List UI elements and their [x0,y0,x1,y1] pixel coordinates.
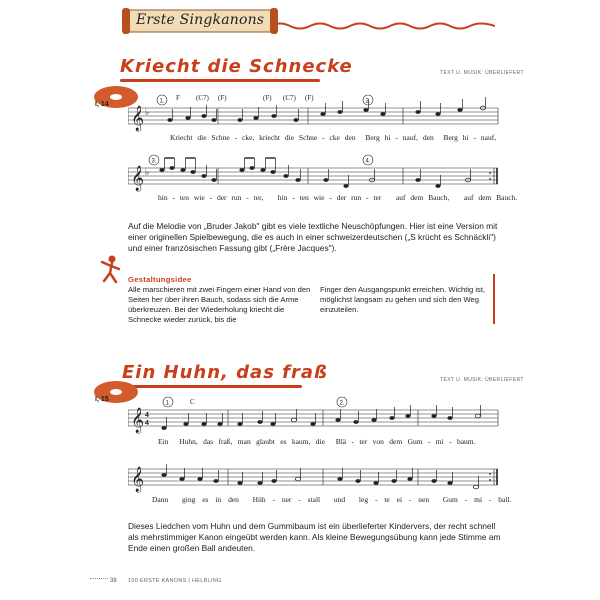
song2-staff-1 [128,394,500,442]
svg-text:𝄞: 𝄞 [131,467,145,492]
idea-text-col-1: Alle marschieren mit zwei Fingern einer Hand von den Seiten her über ihren Bauch, sodass sich die Arme überkreuzen. Bei der Wiederholung kriecht die Schnecke wieder zurück, bis die [128,285,311,324]
song2-lyrics-line-2: Dann ging es in den Hüh - ner - stall und leg - te ei - nen Gum - mi - ball. [152,495,512,504]
chord: (F) [305,94,314,102]
chord: F [176,94,180,102]
svg-text:1.: 1. [165,400,171,407]
song2-lyrics-line-1: Ein Huhn, das fraß, man glaubt es kaum, die Blä - ter von dem Gum - mi - baum. [158,437,476,446]
dancing-figure-icon [96,254,122,286]
song2-staff-2 [128,453,500,501]
svg-text:4.: 4. [365,158,371,165]
chord: (C7) [196,94,209,102]
svg-text:𝄞: 𝄞 [131,106,145,131]
song2-credit: TEXT U. MUSIK: ÜBERLIEFERT [440,377,524,383]
svg-text:4: 4 [145,412,149,419]
svg-text:2.: 2. [339,400,345,407]
song1-lyrics-line-1: Kriecht die Schne - cke, kriecht die Schne - cke den Berg hi - nauf, den Berg hi - nauf, [170,133,497,142]
song2-title-underline [122,385,302,388]
song2-cd-track: I, 15 [95,396,109,403]
chord: (F) [263,94,272,102]
page-number: 38 [110,578,117,584]
chord: (C7) [283,94,296,102]
svg-text:𝄞: 𝄞 [131,166,145,191]
svg-text:3.: 3. [151,158,157,165]
svg-text:2.: 2. [365,98,371,105]
chord: C [190,398,195,406]
banner-label: Erste Singkanons [136,12,265,28]
svg-text:♭: ♭ [145,108,150,118]
footer-dotted-line [90,577,108,579]
song1-credit: TEXT U. MUSIK: ÜBERLIEFERT [440,70,524,76]
song1-cd-track: I, 14 [95,101,109,108]
song1-lyrics-line-2: hin - ten wie - der run - ter, hin - ten wie - der run - ter auf dem Bauch, auf dem Bauch. [158,193,518,202]
song1-title: Kriecht die Schnecke [120,56,353,77]
svg-text:𝄞: 𝄞 [131,408,145,433]
footer-text: 100 ERSTE KANONS | HELBLING [128,578,222,584]
idea-text-col-2: Finger den Ausgangspunkt erreichen. Wichtig ist, möglichst langsam zu gehen und sich den Weg einzuteilen. [320,285,486,314]
svg-text:1.: 1. [159,98,165,105]
svg-text:♭: ♭ [145,168,150,178]
song1-title-underline [120,79,320,82]
chord: (F) [218,94,227,102]
song2-title: Ein Huhn, das fraß [122,362,328,383]
idea-heading: Gestaltungsidee [128,275,192,284]
idea-accent-bar [493,274,495,324]
song1-description: Auf die Melodie von „Bruder Jakob" gibt es viele textliche Neuschöpfungen. Hier ist eine Version mit einer originellen Spielbewegung, die es auch in einer schweizerdeutschen („S krücht es Schnäckli") und einer französischen Fassung gibt („Frère Jacques"). [128,221,498,254]
song2-description: Dieses Liedchen vom Huhn und dem Gummibaum ist ein überlieferter Kindervers, der recht schnell als mehrstimmiger Kanon eingeübt werden kann. Als kleine Bewegungsübung kann jede Stimme am Ende einen großen Ball andeuten. [128,521,501,554]
svg-text:4: 4 [145,420,149,427]
